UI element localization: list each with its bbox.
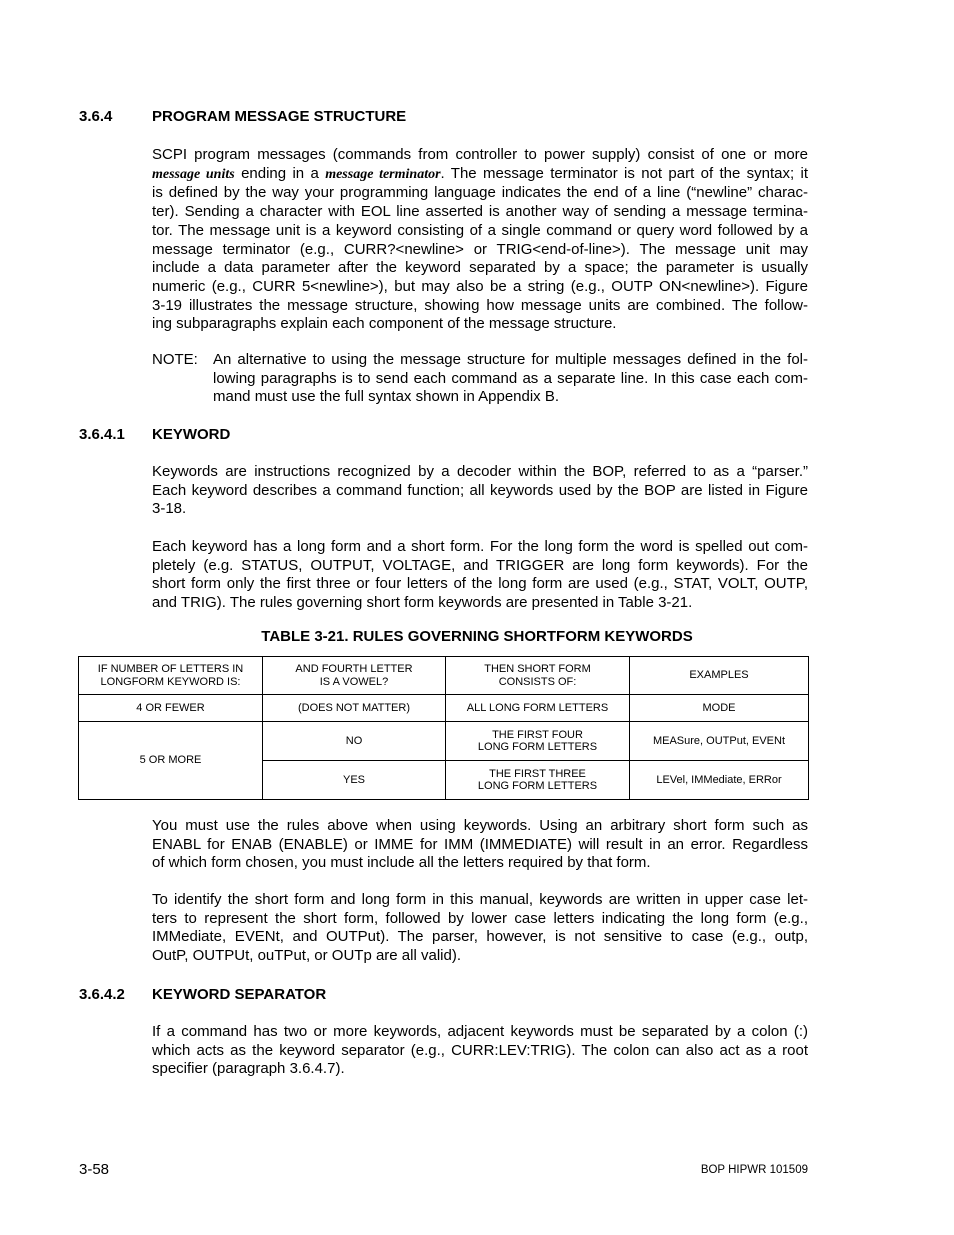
text-line: message terminator (e.g., CURR?<newline> or TRIG<end-of-line>). The message unit may [152, 240, 808, 258]
emphasis: message units [152, 166, 235, 182]
text-line: specifier (paragraph 3.6.4.7). [152, 1060, 345, 1078]
text-run: . The message terminator is not part of the syntax; it [440, 164, 809, 182]
header-cell: EXAMPLES [630, 657, 809, 695]
header-cell: THEN SHORT FORM CONSISTS OF: [446, 657, 630, 695]
text-line: ing subparagraphs explain each component of the message structure. [152, 315, 617, 333]
paragraph [152, 1023, 808, 1079]
document-id: BOP HIPWR 101509 [700, 1164, 808, 1176]
text-line: numeric (e.g., CURR 5<newline>), but may also be a string (e.g., OUTP ON<newline>). Figure [152, 277, 808, 295]
paragraph [152, 146, 808, 334]
text-line: You must use the rules above when using keywords. Using an arbitrary short form such as [152, 817, 808, 834]
section-title: KEYWORD SEPARATOR [152, 986, 327, 1003]
text-line: To identify the short form and long form in this manual, keywords are written in upper case let- [152, 891, 808, 908]
paragraph [152, 538, 808, 613]
text-line: OutP, OUTPUt, ouTPut, or OUTp are all valid). [152, 947, 461, 965]
text-line: Each keyword describes a command function; all keywords used by the BOP are listed in Figure [152, 481, 808, 499]
text-line: ter). Sending a character with EOL line asserted is another way of sending a message termina- [152, 203, 808, 221]
text-line: If a command has two or more keywords, adjacent keywords must be separated by a colon (:) [152, 1023, 808, 1040]
table-cell: NO [263, 722, 446, 761]
text-line: An alternative to using the message structure for multiple messages defined in the fol- [213, 351, 808, 368]
paragraph [152, 817, 808, 873]
text-line: of which form chosen, you must include all the letters required by that form. [152, 854, 651, 872]
section-title: PROGRAM MESSAGE STRUCTURE [152, 108, 407, 125]
text-line: and TRIG). The rules governing short form keywords are presented in Table 3-21. [152, 594, 693, 612]
text-line: tor. The message unit is a keyword consisting of a single command or query word followed by a [152, 221, 808, 239]
paragraph [152, 463, 808, 519]
text-line: Each keyword has a long form and a short form. For the long form the word is spelled out com- [152, 538, 808, 555]
table-cell: MODE [630, 695, 809, 722]
table-row [79, 695, 809, 722]
paragraph [152, 891, 808, 966]
table-cell: (DOES NOT MATTER) [263, 695, 446, 722]
text-line: ters to represent the short form, followed by lower case letters indicating the long form (e.g., [152, 909, 808, 927]
text-line: mand must use the full syntax shown in Appendix B. [213, 388, 560, 406]
emphasis: message terminator [325, 166, 441, 182]
text-line: include a data parameter after the keyword separated by a space; the parameter is usually [152, 259, 808, 277]
text-line: ENABL for ENAB (ENABLE) or IMME for IMM (IMMEDIATE) will result in an error. Regardless [152, 835, 808, 853]
page-number: 3-58 [79, 1161, 110, 1178]
text-run: ending in a [241, 164, 319, 182]
table-cell: ALL LONG FORM LETTERS [446, 695, 630, 722]
section-number: 3.6.4.2 [79, 986, 125, 1003]
text-line: Keywords are instructions recognized by a decoder within the BOP, referred to as a “parser.” [152, 463, 808, 480]
text-line: SCPI program messages (commands from controller to power supply) consist of one or more [152, 146, 808, 163]
text-line [152, 165, 808, 185]
header-cell: IF NUMBER OF LETTERS IN LONGFORM KEYWORD IS: [79, 657, 263, 695]
table-cell: THE FIRST FOUR LONG FORM LETTERS [446, 722, 630, 761]
note-label: NOTE: [152, 351, 198, 368]
text-line: 3-19 illustrates the message structure, showing how message units are combined. The follow- [152, 296, 808, 314]
table-cell: THE FIRST THREE LONG FORM LETTERS [446, 761, 630, 800]
table-cell: MEASure, OUTPut, EVENt [630, 722, 809, 761]
text-line: is defined by the way your programming language indicates the end of a line (“newline” charac- [152, 184, 808, 202]
table-cell: 5 OR MORE [79, 722, 263, 800]
table-caption: TABLE 3-21. RULES GOVERNING SHORTFORM KEYWORDS [261, 628, 693, 645]
table-cell: 4 OR FEWER [79, 695, 263, 722]
text-line: 3-18. [152, 500, 187, 518]
table-row [79, 722, 809, 761]
section-title: KEYWORD [152, 426, 231, 443]
text-line: lowing paragraphs is to send each command as a separate line. In this case each com- [213, 369, 808, 387]
rules-table [78, 656, 809, 800]
header-cell: AND FOURTH LETTER IS A VOWEL? [263, 657, 446, 695]
text-line: which acts as the keyword separator (e.g., CURR:LEV:TRIG). The colon can also act as a root [152, 1041, 808, 1059]
text-line: pletely (e.g. STATUS, OUTPUT, VOLTAGE, and TRIGGER are long form keywords). For the [152, 556, 808, 574]
table-cell: LEVel, IMMediate, ERRor [630, 761, 809, 800]
table-header-row [79, 657, 809, 695]
section-number: 3.6.4 [79, 108, 113, 125]
text-line: IMMediate, EVENt, and OUTPut). The parser, however, is not sensitive to case (e.g., outp, [152, 928, 808, 946]
note-text [213, 351, 808, 407]
text-line: short form only the first three or four letters of the long form are used (e.g., STAT, VOLT, OUTP, [152, 575, 808, 593]
table-cell: YES [263, 761, 446, 800]
section-number: 3.6.4.1 [79, 426, 125, 443]
